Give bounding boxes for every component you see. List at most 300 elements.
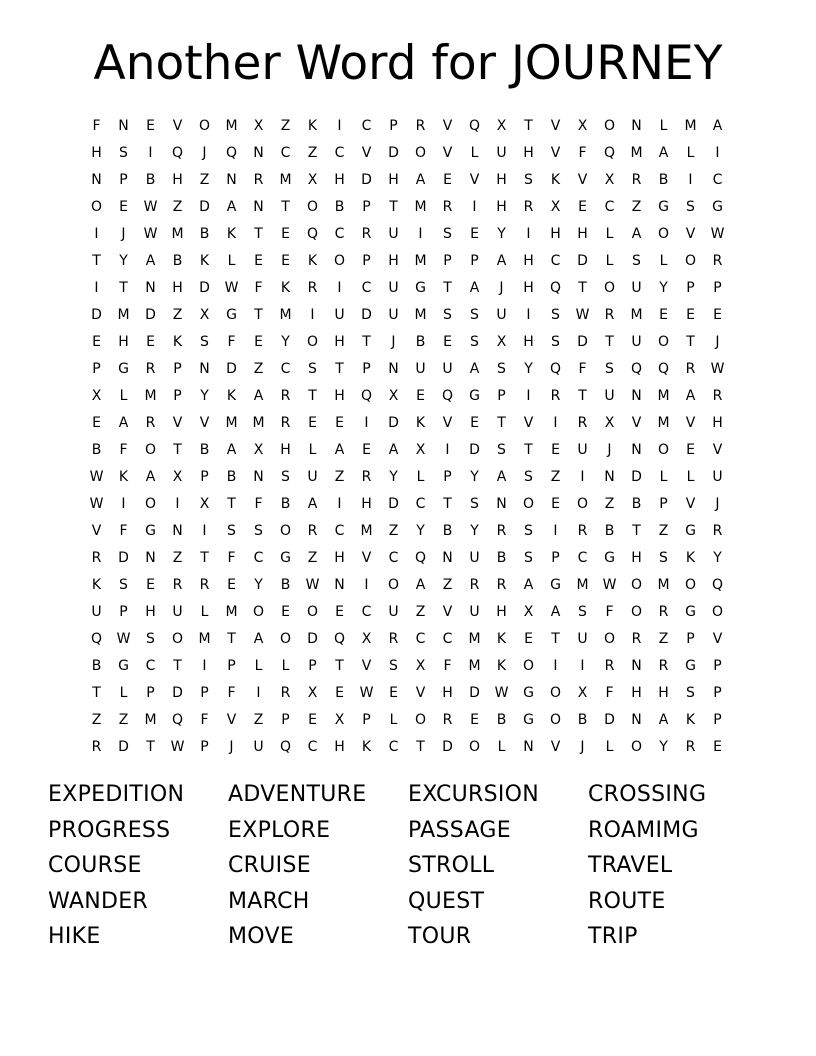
grid-letter: V [442,415,453,431]
grid-letter: H [712,415,723,431]
grid-letter: E [308,712,317,728]
grid-letter: H [523,145,534,161]
grid-row [83,329,733,356]
grid-row [83,545,733,572]
grid-letter: E [470,226,479,242]
grid-letter: Y [200,388,209,404]
grid-letter: A [226,442,237,458]
grid-letter: Y [659,280,668,296]
grid-letter: S [308,361,317,377]
grid-letter: N [145,550,156,566]
grid-letter: P [200,739,209,755]
grid-letter: Y [389,469,398,485]
grid-letter: U [334,307,345,323]
grid-letter: B [496,712,507,728]
grid-letter: P [443,469,452,485]
grid-letter: G [226,307,237,323]
grid-letter: Z [307,550,318,566]
word-list-item: QUEST [408,888,485,914]
grid-letter: U [577,442,588,458]
grid-letter: O [387,577,400,593]
grid-row [83,734,733,761]
grid-letter: O [306,334,319,350]
grid-letter: Z [199,172,210,188]
grid-letter: K [361,739,372,755]
grid-letter: E [470,415,479,431]
grid-letter: V [442,604,453,620]
grid-letter: R [361,226,372,242]
grid-letter: S [659,550,668,566]
grid-letter: P [713,658,722,674]
grid-letter: I [364,577,369,593]
grid-letter: U [604,388,615,404]
grid-letter: B [145,172,156,188]
word-list-item: HIKE [48,924,101,949]
grid-letter: H [334,172,345,188]
grid-letter: S [497,361,506,377]
grid-letter: E [335,685,344,701]
grid-letter: C [334,226,345,242]
grid-letter: O [603,631,616,647]
grid-letter: Z [253,361,264,377]
grid-letter: W [143,199,158,215]
grid-letter: Z [658,631,669,647]
grid-letter: E [713,307,722,323]
grid-letter: P [659,496,668,512]
word-list-item: WANDER [48,888,148,914]
grid-letter: U [469,604,480,620]
grid-letter: O [306,604,319,620]
grid-letter: U [388,280,399,296]
grid-letter: H [334,739,345,755]
grid-letter: K [550,172,561,188]
grid-letter: X [172,469,183,485]
grid-letter: U [631,334,642,350]
grid-letter: P [443,253,452,269]
grid-letter: P [173,361,182,377]
grid-letter: Y [497,226,506,242]
word-list-item: CROSSING [588,782,707,807]
grid-letter: E [335,415,344,431]
grid-letter: U [91,604,102,620]
grid-letter: B [91,442,102,458]
grid-letter: E [119,199,128,215]
grid-letter: D [388,415,399,431]
grid-letter: T [227,631,236,647]
grid-letter: B [442,523,453,539]
grid-letter: W [494,685,509,701]
grid-letter: A [334,442,345,458]
grid-letter: I [526,388,531,404]
grid-row [83,356,733,383]
grid-letter: R [280,685,291,701]
grid-letter: W [170,739,185,755]
grid-letter: V [226,712,237,728]
grid-letter: G [685,604,696,620]
grid-letter: T [578,280,587,296]
grid-letter: X [415,442,426,458]
grid-letter: C [334,145,345,161]
grid-letter: S [443,307,452,323]
grid-letter: N [118,118,129,134]
grid-letter: Q [360,388,373,404]
grid-letter: C [334,523,345,539]
word-list-item: TRIP [588,924,638,949]
grid-letter: F [92,118,101,134]
grid-letter: H [577,226,588,242]
grid-letter: X [253,118,264,134]
grid-letter: R [145,415,156,431]
grid-letter: N [442,550,453,566]
grid-letter: Y [470,469,479,485]
grid-letter: S [524,469,533,485]
grid-letter: M [171,226,184,242]
grid-letter: F [119,442,128,458]
grid-letter: O [657,442,670,458]
grid-letter: Q [630,361,643,377]
grid-letter: I [337,496,342,512]
grid-letter: Z [253,712,264,728]
grid-letter: R [550,388,561,404]
grid-letter: O [144,496,157,512]
grid-letter: Y [470,523,479,539]
word-list [48,781,768,959]
grid-letter: K [280,280,291,296]
grid-letter: D [577,253,588,269]
grid-letter: L [605,739,614,755]
grid-letter: I [337,280,342,296]
grid-letter: T [578,388,587,404]
grid-letter: V [172,118,183,134]
grid-letter: I [472,199,477,215]
grid-letter: M [657,415,670,431]
grid-letter: X [496,118,507,134]
grid-letter: M [198,631,211,647]
grid-letter: H [91,145,102,161]
word-list-item: CRUISE [228,853,311,878]
grid-letter: R [442,712,453,728]
grid-row [83,248,733,275]
grid-row [83,572,733,599]
grid-letter: G [118,361,129,377]
grid-letter: S [686,199,695,215]
grid-letter: U [496,145,507,161]
word-list-item: STROLL [408,853,495,878]
grid-letter: R [388,631,399,647]
grid-letter: S [470,307,479,323]
grid-letter: U [172,604,183,620]
grid-letter: G [604,550,615,566]
grid-letter: U [415,361,426,377]
grid-letter: S [146,631,155,647]
grid-letter: N [145,280,156,296]
grid-letter: U [307,469,318,485]
grid-letter: M [414,199,427,215]
grid-letter: P [713,712,722,728]
grid-letter: E [443,334,452,350]
grid-letter: P [713,685,722,701]
grid-letter: D [91,307,102,323]
grid-letter: I [580,469,585,485]
grid-letter: H [334,334,345,350]
grid-letter: D [469,442,480,458]
grid-letter: R [496,523,507,539]
grid-letter: X [577,685,588,701]
grid-letter: M [117,307,130,323]
grid-letter: P [362,361,371,377]
grid-letter: N [631,118,642,134]
grid-letter: E [470,712,479,728]
grid-letter: C [307,739,318,755]
grid-letter: U [253,739,264,755]
grid-letter: G [550,577,561,593]
grid-letter: A [307,496,318,512]
grid-letter: H [523,253,534,269]
grid-letter: X [496,334,507,350]
grid-letter: P [200,469,209,485]
grid-letter: L [119,388,128,404]
grid-letter: P [470,253,479,269]
grid-letter: X [577,118,588,134]
grid-letter: A [253,631,264,647]
grid-letter: C [361,118,372,134]
grid-letter: V [550,145,561,161]
grid-letter: I [202,523,207,539]
grid-letter: A [658,712,669,728]
grid-letter: O [468,739,481,755]
grid-letter: B [280,496,291,512]
grid-letter: E [362,442,371,458]
grid-letter: T [281,199,290,215]
grid-letter: I [364,415,369,431]
grid-letter: Q [414,550,427,566]
grid-letter: B [172,253,183,269]
grid-letter: T [632,523,641,539]
grid-row [83,302,733,329]
grid-letter: K [226,226,237,242]
grid-letter: P [551,550,560,566]
grid-letter: N [388,361,399,377]
grid-letter: X [415,658,426,674]
grid-letter: D [469,685,480,701]
grid-letter: M [225,415,238,431]
grid-letter: R [253,172,264,188]
grid-letter: M [360,523,373,539]
grid-letter: R [658,604,669,620]
grid-letter: H [334,388,345,404]
grid-letter: O [252,604,265,620]
grid-letter: A [415,577,426,593]
grid-letter: X [199,496,210,512]
grid-letter: D [631,469,642,485]
word-list-item: PASSAGE [408,817,511,843]
grid-letter: G [685,658,696,674]
grid-letter: W [575,307,590,323]
grid-letter: W [305,577,320,593]
grid-letter: B [604,523,615,539]
grid-letter: N [253,469,264,485]
grid-letter: C [280,361,291,377]
grid-letter: E [389,685,398,701]
grid-letter: O [630,604,643,620]
grid-letter: O [684,253,697,269]
word-list-item: MARCH [228,888,310,914]
grid-letter: V [442,145,453,161]
grid-letter: Q [225,145,238,161]
grid-letter: T [335,361,344,377]
grid-letter: B [334,199,345,215]
grid-letter: K [307,118,318,134]
grid-letter: A [226,199,237,215]
grid-letter: T [200,550,209,566]
grid-letter: G [415,280,426,296]
grid-letter: I [202,658,207,674]
grid-row [83,194,733,221]
grid-letter: D [604,712,615,728]
grid-letter: O [306,199,319,215]
grid-letter: H [631,550,642,566]
grid-letter: B [91,658,102,674]
grid-letter: A [469,280,480,296]
grid-letter: R [577,415,588,431]
grid-letter: P [497,388,506,404]
grid-letter: I [337,118,342,134]
grid-letter: I [715,145,720,161]
grid-letter: O [279,631,292,647]
word-list-item: EXPEDITION [48,782,185,807]
grid-letter: R [631,631,642,647]
grid-letter: R [280,388,291,404]
grid-letter: M [468,658,481,674]
grid-letter: P [362,253,371,269]
grid-letter: S [497,442,506,458]
grid-letter: Z [334,469,345,485]
grid-letter: B [631,496,642,512]
grid-letter: C [604,199,615,215]
grid-letter: F [578,145,587,161]
grid-letter: Q [657,361,670,377]
grid-letter: V [550,739,561,755]
grid-letter: V [550,118,561,134]
grid-letter: P [713,280,722,296]
grid-letter: T [146,739,155,755]
grid-letter: F [578,361,587,377]
word-list-item: TRAVEL [588,853,673,878]
grid-letter: P [92,361,101,377]
grid-letter: S [551,307,560,323]
word-list-item: ROAMIMG [588,817,699,843]
grid-letter: O [198,118,211,134]
grid-letter: L [497,739,506,755]
grid-letter: V [361,658,372,674]
grid-letter: U [496,307,507,323]
grid-letter: E [146,334,155,350]
grid-letter: E [146,577,155,593]
grid-row [83,221,733,248]
grid-letter: P [173,388,182,404]
grid-letter: K [415,415,426,431]
grid-letter: Z [118,712,129,728]
grid-letter: P [362,712,371,728]
grid-letter: Z [442,577,453,593]
grid-letter: D [577,334,588,350]
grid-letter: C [361,604,372,620]
grid-letter: L [659,253,668,269]
grid-letter: U [388,226,399,242]
grid-letter: V [577,172,588,188]
grid-letter: G [523,712,534,728]
grid-letter: M [657,577,670,593]
grid-letter: N [172,523,183,539]
grid-letter: N [604,469,615,485]
grid-row [83,653,733,680]
grid-letter: S [605,361,614,377]
grid-letter: F [254,496,263,512]
grid-letter: Z [172,307,183,323]
grid-letter: C [280,145,291,161]
grid-letter: U [388,604,399,620]
grid-letter: T [551,631,560,647]
grid-letter: A [496,469,507,485]
grid-letter: N [631,712,642,728]
grid-letter: W [89,469,104,485]
grid-letter: R [685,739,696,755]
grid-letter: S [632,253,641,269]
grid-letter: O [90,199,103,215]
grid-letter: E [335,604,344,620]
grid-letter: Z [604,496,615,512]
grid-letter: M [279,307,292,323]
grid-letter: P [146,685,155,701]
grid-letter: D [118,739,129,755]
grid-letter: I [256,685,261,701]
grid-letter: G [712,199,723,215]
grid-letter: R [712,388,723,404]
grid-letter: M [657,388,670,404]
grid-letter: B [199,226,210,242]
word-list-item: ADVENTURE [228,782,367,807]
grid-letter: S [686,685,695,701]
grid-letter: R [145,361,156,377]
grid-letter: V [199,415,210,431]
grid-letter: X [199,307,210,323]
grid-letter: O [333,253,346,269]
grid-letter: U [388,307,399,323]
grid-letter: Y [119,253,128,269]
grid-letter: T [254,226,263,242]
grid-letter: R [172,577,183,593]
grid-letter: T [416,739,425,755]
grid-letter: D [118,550,129,566]
grid-letter: M [225,604,238,620]
grid-letter: R [523,199,534,215]
grid-letter: J [715,496,720,512]
grid-letter: M [468,631,481,647]
grid-letter: V [172,415,183,431]
grid-letter: A [145,253,156,269]
grid-letter: J [202,145,207,161]
grid-letter: T [362,334,371,350]
grid-letter: X [334,712,345,728]
grid-letter: A [388,442,399,458]
grid-letter: O [657,226,670,242]
grid-letter: M [684,118,697,134]
grid-letter: U [577,631,588,647]
grid-letter: O [522,658,535,674]
grid-letter: J [499,280,504,296]
grid-letter: K [172,334,183,350]
grid-row [83,518,733,545]
